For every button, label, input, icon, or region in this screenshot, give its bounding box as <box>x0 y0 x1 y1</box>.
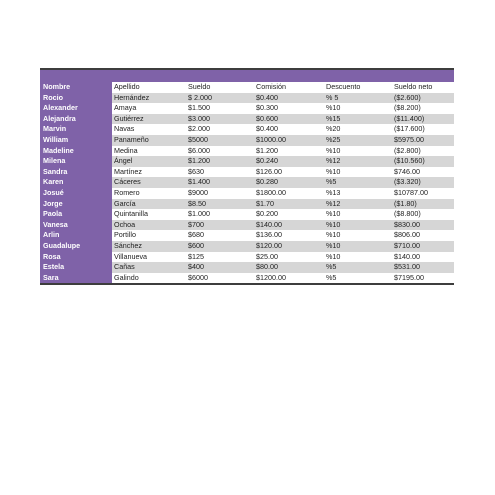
comision-cell[interactable]: $120.00 <box>254 241 324 252</box>
nombre-cell[interactable]: Rosa <box>40 252 112 263</box>
apellido-cell[interactable]: Cañas <box>112 262 186 273</box>
header-apellido[interactable]: Apellido <box>112 82 186 93</box>
sueldo-neto-cell[interactable]: ($1.80) <box>392 199 454 210</box>
apellido-cell[interactable]: Navas <box>112 124 186 135</box>
salary-table-container <box>40 68 454 285</box>
descuento-cell[interactable]: %12 <box>324 156 392 167</box>
sueldo-cell[interactable]: $1.000 <box>186 209 254 220</box>
sueldo-neto-cell[interactable]: ($2.600) <box>392 93 454 104</box>
apellido-cell[interactable]: Villanueva <box>112 252 186 263</box>
comision-cell[interactable]: $1800.00 <box>254 188 324 199</box>
nombre-cell[interactable]: Karen <box>40 177 112 188</box>
sueldo-cell[interactable]: $9000 <box>186 188 254 199</box>
table-row <box>40 177 454 188</box>
apellido-cell[interactable]: Galindo <box>112 273 186 284</box>
table-bottom-border <box>40 283 454 285</box>
sueldo-neto-cell[interactable]: ($10.560) <box>392 156 454 167</box>
descuento-cell[interactable]: % 5 <box>324 93 392 104</box>
nombre-cell[interactable]: Arlin <box>40 230 112 241</box>
table-row <box>40 209 454 220</box>
comision-cell[interactable]: $1200.00 <box>254 273 324 284</box>
sueldo-cell[interactable]: $8.50 <box>186 199 254 210</box>
nombre-cell[interactable]: Paola <box>40 209 112 220</box>
header-sueldo[interactable]: Sueldo <box>186 82 254 93</box>
comision-cell[interactable]: $136.00 <box>254 230 324 241</box>
comision-cell[interactable]: $0.300 <box>254 103 324 114</box>
nombre-cell[interactable]: Josué <box>40 188 112 199</box>
apellido-cell[interactable]: Quintanilla <box>112 209 186 220</box>
descuento-cell[interactable]: %5 <box>324 177 392 188</box>
sueldo-cell[interactable]: $1.500 <box>186 103 254 114</box>
descuento-cell[interactable]: %15 <box>324 114 392 125</box>
descuento-cell[interactable]: %20 <box>324 124 392 135</box>
apellido-cell[interactable]: Sánchez <box>112 241 186 252</box>
sueldo-cell[interactable]: $680 <box>186 230 254 241</box>
sueldo-neto-cell[interactable]: $830.00 <box>392 220 454 231</box>
table-row <box>40 241 454 252</box>
descuento-cell[interactable]: %5 <box>324 262 392 273</box>
descuento-cell[interactable]: %10 <box>324 167 392 178</box>
descuento-cell[interactable]: %10 <box>324 103 392 114</box>
nombre-cell[interactable]: Vanesa <box>40 220 112 231</box>
table-row <box>40 167 454 178</box>
comision-cell[interactable]: $1.70 <box>254 199 324 210</box>
apellido-cell[interactable]: Medina <box>112 146 186 157</box>
sueldo-cell[interactable]: $5000 <box>186 135 254 146</box>
table-top-band <box>40 68 454 82</box>
descuento-cell[interactable]: %13 <box>324 188 392 199</box>
table-header-row <box>40 82 454 93</box>
comision-cell[interactable]: $126.00 <box>254 167 324 178</box>
sueldo-neto-cell[interactable]: $10787.00 <box>392 188 454 199</box>
comision-cell[interactable]: $0.280 <box>254 177 324 188</box>
sueldo-cell[interactable]: $700 <box>186 220 254 231</box>
table-row <box>40 114 454 125</box>
apellido-cell[interactable]: Hernández <box>112 93 186 104</box>
comision-cell[interactable]: $0.400 <box>254 124 324 135</box>
nombre-cell[interactable]: William <box>40 135 112 146</box>
table-row <box>40 93 454 104</box>
sueldo-neto-cell[interactable]: $140.00 <box>392 252 454 263</box>
descuento-cell[interactable]: %10 <box>324 146 392 157</box>
sueldo-neto-cell[interactable]: $806.00 <box>392 230 454 241</box>
apellido-cell[interactable]: Amaya <box>112 103 186 114</box>
apellido-cell[interactable]: Cáceres <box>112 177 186 188</box>
descuento-cell[interactable]: %10 <box>324 220 392 231</box>
comision-cell[interactable]: $0.200 <box>254 209 324 220</box>
comision-cell[interactable]: $80.00 <box>254 262 324 273</box>
sueldo-neto-cell[interactable]: ($3.320) <box>392 177 454 188</box>
apellido-cell[interactable]: Panameño <box>112 135 186 146</box>
sueldo-cell[interactable]: $2.000 <box>186 124 254 135</box>
sueldo-neto-cell[interactable]: ($8.200) <box>392 103 454 114</box>
sueldo-neto-cell[interactable]: $710.00 <box>392 241 454 252</box>
apellido-cell[interactable]: Ángel <box>112 156 186 167</box>
nombre-cell[interactable]: Sandra <box>40 167 112 178</box>
header-comision[interactable]: Comisión <box>254 82 324 93</box>
nombre-cell[interactable]: Jorge <box>40 199 112 210</box>
table-row <box>40 146 454 157</box>
sueldo-neto-cell[interactable]: ($11.400) <box>392 114 454 125</box>
comision-cell[interactable]: $0.400 <box>254 93 324 104</box>
sueldo-neto-cell[interactable]: ($8.800) <box>392 209 454 220</box>
table-row <box>40 230 454 241</box>
nombre-cell[interactable]: Milena <box>40 156 112 167</box>
comision-cell[interactable]: $140.00 <box>254 220 324 231</box>
sueldo-cell[interactable]: $600 <box>186 241 254 252</box>
descuento-cell[interactable]: %12 <box>324 199 392 210</box>
nombre-cell[interactable]: Alexander <box>40 103 112 114</box>
nombre-cell[interactable]: Marvin <box>40 124 112 135</box>
apellido-cell[interactable]: Ochoa <box>112 220 186 231</box>
table-row <box>40 124 454 135</box>
table-row <box>40 262 454 273</box>
apellido-cell[interactable]: Romero <box>112 188 186 199</box>
descuento-cell[interactable]: %10 <box>324 241 392 252</box>
sueldo-neto-cell[interactable]: ($2.800) <box>392 146 454 157</box>
apellido-cell[interactable]: Gutiérrez <box>112 114 186 125</box>
descuento-cell[interactable]: %5 <box>324 273 392 284</box>
table-row <box>40 199 454 210</box>
comision-cell[interactable]: $1.200 <box>254 146 324 157</box>
sueldo-cell[interactable]: $630 <box>186 167 254 178</box>
apellido-cell[interactable]: Portillo <box>112 230 186 241</box>
comision-cell[interactable]: $25.00 <box>254 252 324 263</box>
table-row <box>40 252 454 263</box>
table-row <box>40 103 454 114</box>
comision-cell[interactable]: $0.600 <box>254 114 324 125</box>
sueldo-cell[interactable]: $400 <box>186 262 254 273</box>
table-row <box>40 220 454 231</box>
apellido-cell[interactable]: García <box>112 199 186 210</box>
descuento-cell[interactable]: %10 <box>324 252 392 263</box>
nombre-cell[interactable]: Madeline <box>40 146 112 157</box>
descuento-cell[interactable]: %25 <box>324 135 392 146</box>
nombre-cell[interactable]: Alejandra <box>40 114 112 125</box>
sueldo-neto-cell[interactable]: ($17.600) <box>392 124 454 135</box>
sueldo-neto-cell[interactable]: $531.00 <box>392 262 454 273</box>
salary-table <box>40 82 454 283</box>
sueldo-neto-cell[interactable]: $5975.00 <box>392 135 454 146</box>
sueldo-neto-cell[interactable]: $7195.00 <box>392 273 454 284</box>
sueldo-cell[interactable]: $3.000 <box>186 114 254 125</box>
apellido-cell[interactable]: Martínez <box>112 167 186 178</box>
sueldo-cell[interactable]: $6000 <box>186 273 254 284</box>
sueldo-neto-cell[interactable]: $746.00 <box>392 167 454 178</box>
descuento-cell[interactable]: %10 <box>324 209 392 220</box>
sueldo-cell[interactable]: $ 2.000 <box>186 93 254 104</box>
comision-cell[interactable]: $0.240 <box>254 156 324 167</box>
sueldo-cell[interactable]: $125 <box>186 252 254 263</box>
sueldo-cell[interactable]: $1.400 <box>186 177 254 188</box>
header-descuento[interactable]: Descuento <box>324 82 392 93</box>
comision-cell[interactable]: $1000.00 <box>254 135 324 146</box>
sueldo-cell[interactable]: $6.000 <box>186 146 254 157</box>
nombre-cell[interactable]: Estela <box>40 262 112 273</box>
nombre-cell[interactable]: Guadalupe <box>40 241 112 252</box>
sueldo-cell[interactable]: $1.200 <box>186 156 254 167</box>
table-row <box>40 135 454 146</box>
table-row <box>40 273 454 284</box>
table-row <box>40 188 454 199</box>
nombre-cell[interactable]: Rocio <box>40 93 112 104</box>
header-nombre[interactable]: Nombre <box>40 82 112 93</box>
header-sueldo-neto[interactable]: Sueldo neto <box>392 82 454 93</box>
nombre-cell[interactable]: Sara <box>40 273 112 284</box>
table-body <box>40 93 454 284</box>
descuento-cell[interactable]: %10 <box>324 230 392 241</box>
table-row <box>40 156 454 167</box>
